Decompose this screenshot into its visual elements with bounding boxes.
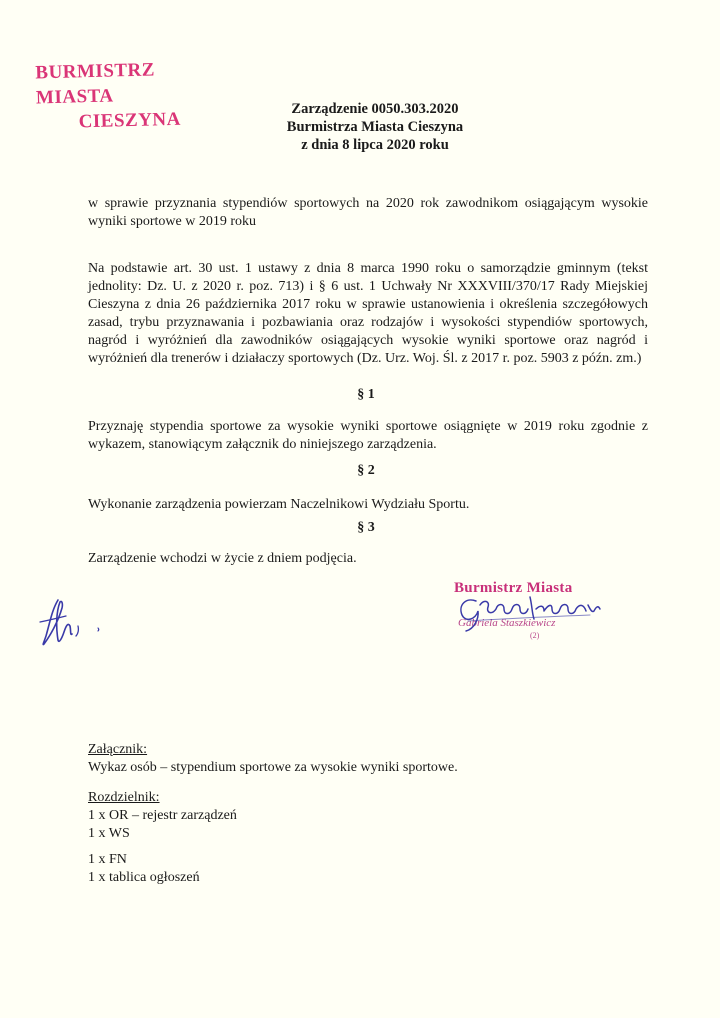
distribution-item: 1 x OR – rejestr zarządzeń bbox=[88, 808, 237, 823]
initials-signature bbox=[36, 592, 116, 652]
mayor-signature-stamp bbox=[440, 575, 640, 655]
attachment-label: Załącznik: bbox=[88, 742, 148, 757]
document-header bbox=[0, 100, 720, 154]
document-issuer: Burmistrza Miasta Cieszyna bbox=[286, 119, 464, 135]
section-1-text: Przyznaję stypendia sportowe za wysokie wyniki sportowe osiągnięte w 2019 roku zgodnie z wykazem, stanowiącym załącznik do niniejszego zarządzenia. bbox=[88, 419, 648, 452]
document-date: z dnia 8 lipca 2020 roku bbox=[301, 137, 449, 153]
distribution-item: 1 x tablica ogłoszeń bbox=[88, 870, 200, 885]
distribution-item: 1 x FN bbox=[88, 852, 127, 867]
mayor-handwritten-signature bbox=[440, 575, 640, 655]
mayor-stamp-title: Burmistrz Miasta bbox=[454, 580, 573, 596]
document-title: Zarządzenie 0050.303.2020 bbox=[291, 101, 459, 117]
document-subject: w sprawie przyznania stypendiów sportowych na 2020 rok zawodnikom osiągającym wysokie wyniki sportowe w 2019 roku bbox=[88, 196, 648, 229]
distribution-label: Rozdzielnik: bbox=[88, 790, 160, 805]
section-3-text: Zarządzenie wchodzi w życie z dniem podjęcia. bbox=[88, 551, 357, 566]
office-stamp-line2: CIESZYNA bbox=[78, 108, 182, 133]
section-2-sign: § 2 bbox=[357, 463, 375, 478]
office-stamp-line1: BURMISTRZ MIASTA bbox=[35, 59, 156, 109]
legal-basis: Na podstawie art. 30 ust. 1 ustawy z dnia 8 marca 1990 roku o samorządzie gminnym (tekst jednolity: Dz. U. z 2020 r. poz. 713) i § 6 ust. 1 Uchwały Nr XXXVIII/370/17 Rady Miejskiej Cieszyna z dnia 26 października 2017 roku w sprawie ustanowienia i określenia szczegółowych zasad, trybu przyznawania i pozbawiania oraz rodzajów i wysokości stypendiów sportowych, nagród i wyróżnień dla zawodników osiągających wysokie wyniki sportowe oraz nagród i wyróżnień dla trenerów i działaczy sportowych (Dz. Urz. Woj. Śl. z 2017 r. poz. 5903 z późn. zm.) bbox=[88, 261, 648, 366]
section-3-sign: § 3 bbox=[357, 520, 375, 535]
mayor-stamp-name: Gabriela Staszkiewicz bbox=[458, 617, 556, 629]
section-1-sign: § 1 bbox=[357, 387, 375, 402]
mayor-stamp-number: (2) bbox=[530, 631, 540, 640]
attachment-description: Wykaz osób – stypendium sportowe za wysokie wyniki sportowe. bbox=[88, 760, 458, 775]
section-2-text: Wykonanie zarządzenia powierzam Naczelnikowi Wydziału Sportu. bbox=[88, 497, 470, 512]
distribution-item: 1 x WS bbox=[88, 826, 130, 841]
